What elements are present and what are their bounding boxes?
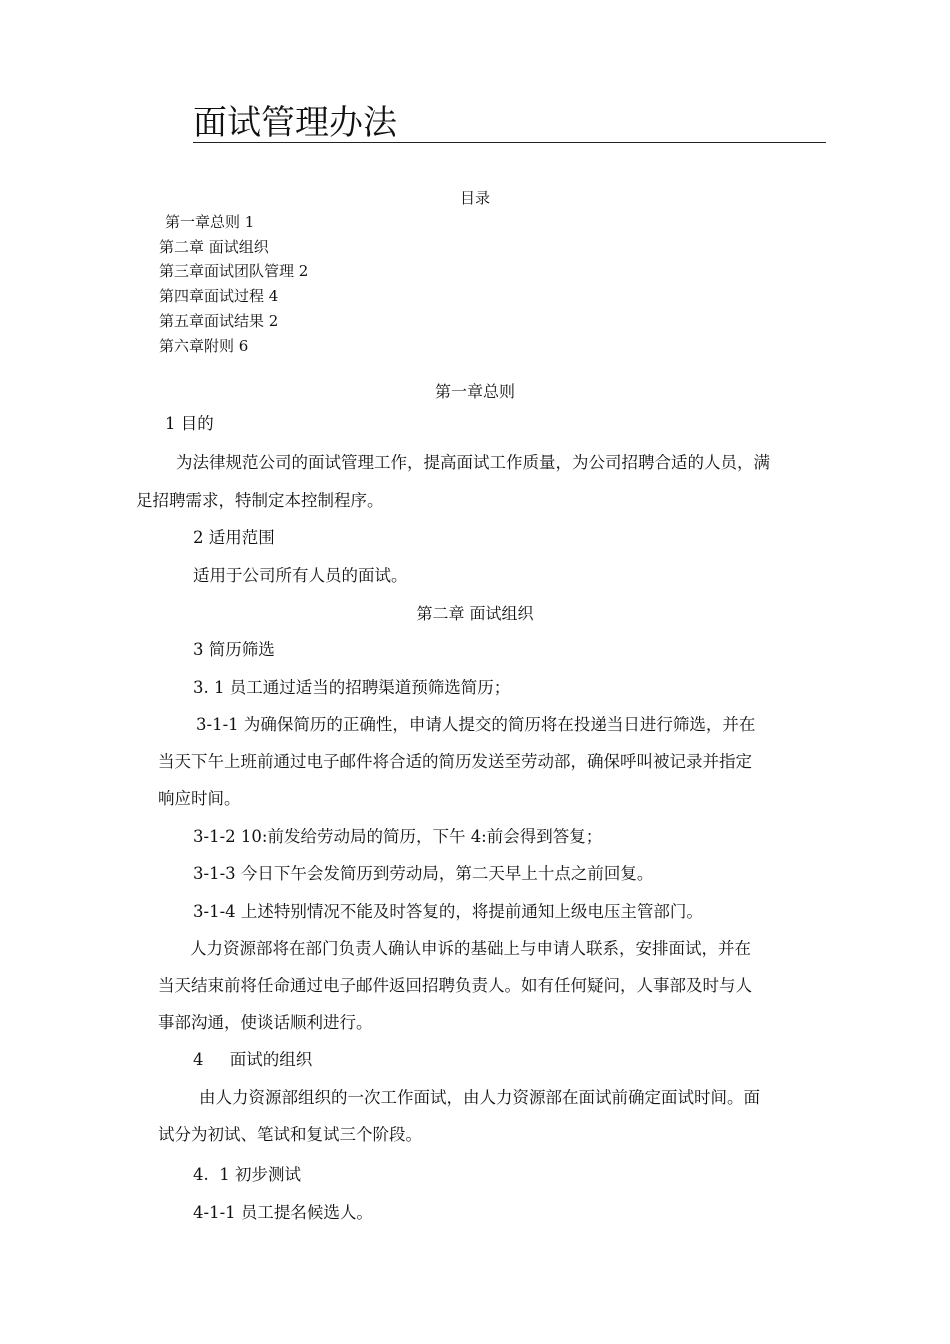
- document-title: 面试管理办法: [193, 103, 397, 143]
- toc-item-6: 第六章附则 6: [159, 337, 249, 355]
- section3-1: 3. 1 员工通过适当的招聘渠道预筛选简历；: [193, 678, 511, 697]
- section1-line1: 为法律规范公司的面试管理工作，提高面试工作质量，为公司招聘合适的人员，满: [176, 453, 770, 472]
- section2-text: 适用于公司所有人员的面试。: [193, 566, 408, 585]
- section4-line2: 试分为初试、笔试和复试三个阶段。: [158, 1125, 422, 1144]
- chapter1-heading: 第一章总则: [434, 382, 515, 401]
- hr-paragraph-line2: 当天结束前将任命通过电子邮件返回招聘负责人。如有任何疑问，人事部及时与人: [158, 976, 752, 995]
- section3-1-4: 3-1-4 上述特别情况不能及时答复的，将提前通知上级电压主管部门。: [193, 902, 703, 921]
- section3-title: 3 简历筛选: [193, 640, 275, 659]
- toc-item-1: 第一章总则 1: [165, 213, 255, 231]
- chapter2-heading: 第二章 面试组织: [416, 604, 534, 623]
- section1-line2: 足招聘需求，特制定本控制程序。: [136, 491, 384, 510]
- toc-item-3: 第三章面试团队管理 2: [159, 262, 309, 280]
- section4-title: 4 面试的组织: [193, 1050, 313, 1069]
- toc-item-5: 第五章面试结果 2: [159, 312, 279, 330]
- section2-title: 2 适用范围: [193, 528, 275, 547]
- section3-1-1-line3: 响应时间。: [158, 789, 241, 808]
- hr-paragraph-line3: 事部沟通，使谈话顺利进行。: [158, 1013, 373, 1032]
- toc-heading: 目录: [459, 189, 490, 207]
- section4-line1: 由人力资源部组织的一次工作面试，由人力资源部在面试前确定面试时间。面: [199, 1088, 760, 1107]
- section1-title: 1 目的: [165, 414, 214, 433]
- toc-item-2: 第二章 面试组织: [159, 238, 269, 256]
- title-underline: [193, 142, 826, 143]
- section3-1-1-line2: 当天下午上班前通过电子邮件将合适的简历发送至劳动部，确保呼叫被记录并指定: [158, 752, 752, 771]
- section4-1-1: 4-1-1 员工提名候选人。: [193, 1203, 373, 1222]
- section3-1-1-line1: 3-1-1 为确保简历的正确性，申请人提交的简历将在投递当日进行筛选，并在: [196, 715, 756, 734]
- section4-1-title: 4. 1 初步测试: [193, 1165, 301, 1184]
- hr-paragraph-line1: 人力资源部将在部门负责人确认申诉的基础上与申请人联系，安排面试，并在: [190, 939, 751, 958]
- section3-1-3: 3-1-3 今日下午会发简历到劳动局，第二天早上十点之前回复。: [193, 864, 654, 883]
- toc-item-4: 第四章面试过程 4: [159, 287, 279, 305]
- section3-1-2: 3-1-2 10:前发给劳动局的简历，下午 4:前会得到答复；: [193, 827, 603, 846]
